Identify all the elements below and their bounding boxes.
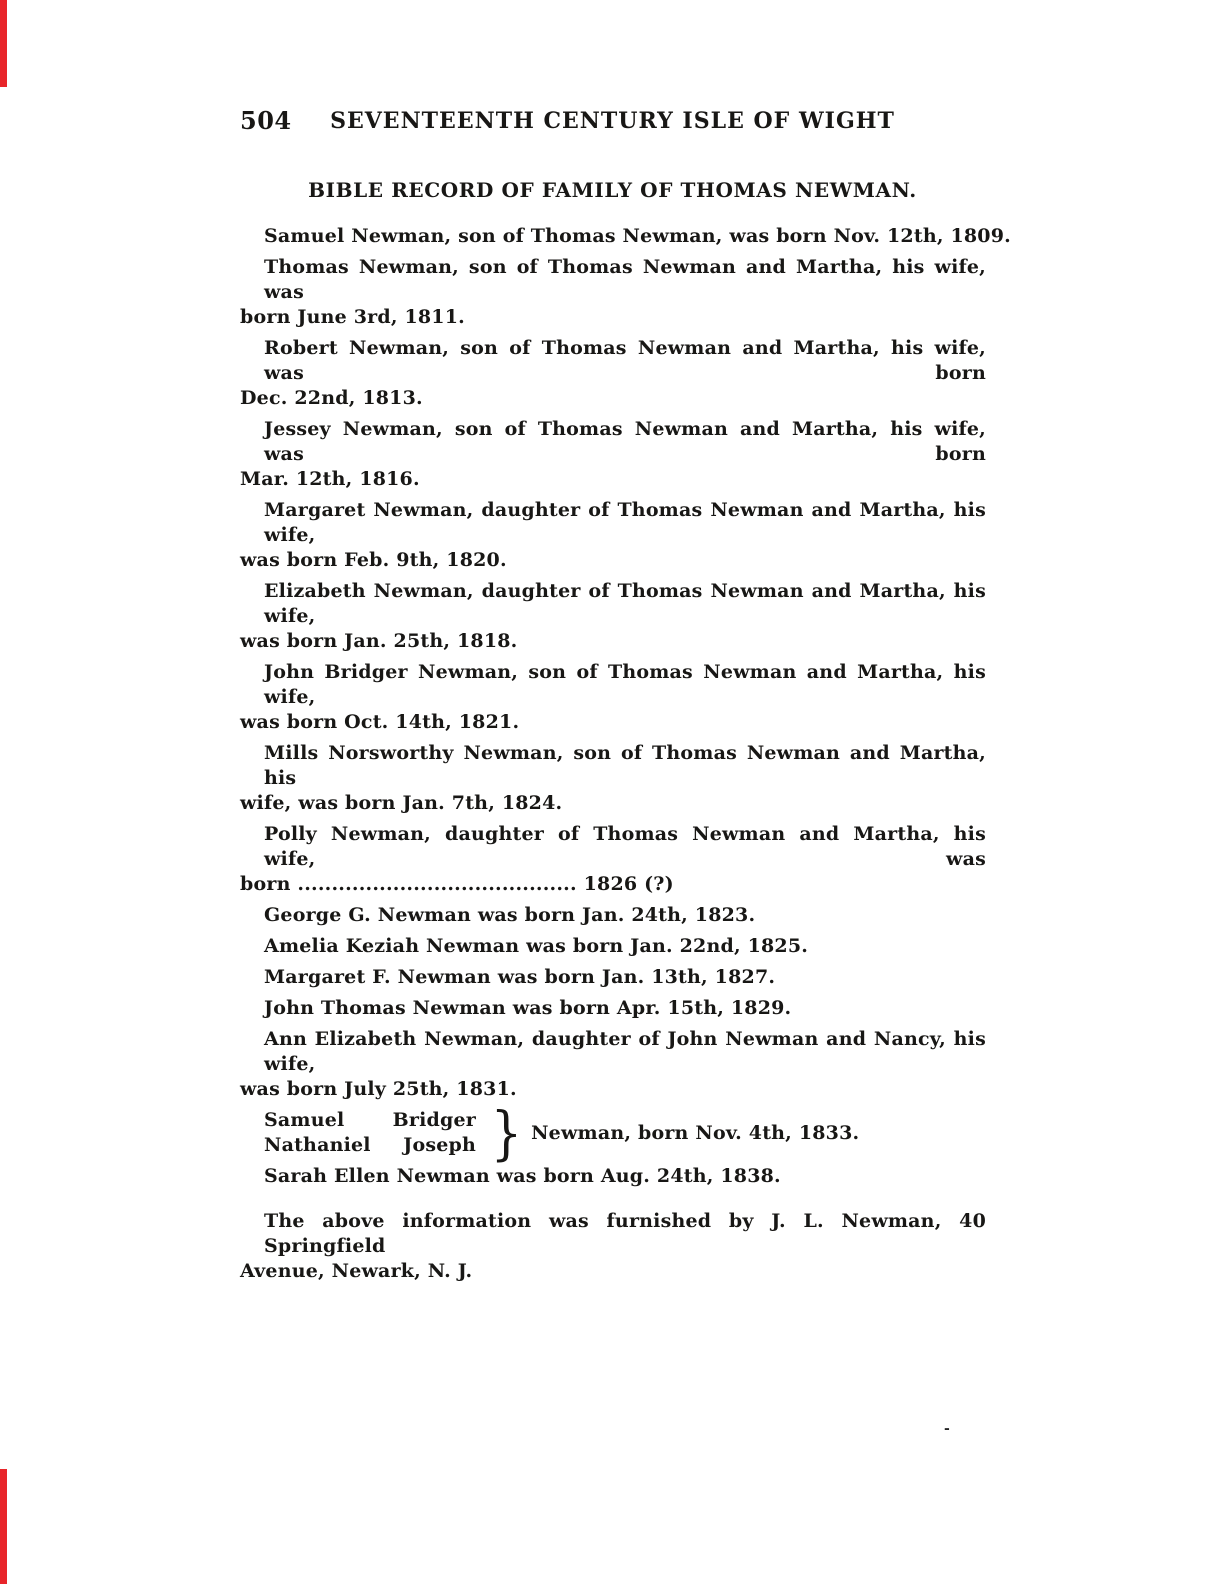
record-line: George G. Newman was born Jan. 24th, 1823. xyxy=(264,904,756,926)
record-line: John Thomas Newman was born Apr. 15th, 1829. xyxy=(264,997,792,1019)
record-line: Polly Newman, daughter of Thomas Newman and Martha, his wife, was xyxy=(264,823,986,870)
combined-entry-name-2: Nathaniel Joseph xyxy=(264,1134,476,1156)
closing-note xyxy=(240,1209,986,1284)
record-paragraphs xyxy=(240,224,1011,1102)
record-line: born ......................................... 1826 (?) xyxy=(240,873,674,895)
right-brace-glyph: } xyxy=(490,1099,523,1167)
record-paragraph xyxy=(240,498,986,573)
record-paragraph xyxy=(240,660,986,735)
record-line: was born Oct. 14th, 1821. xyxy=(240,711,520,733)
record-line: was born Jan. 25th, 1818. xyxy=(240,630,518,652)
record-line: Mar. 12th, 1816. xyxy=(240,468,420,490)
combined-entry-name-1: Samuel Bridger xyxy=(264,1109,476,1131)
record-line: The above information was furnished by J. L. Newman, 40 Springfield xyxy=(264,1210,986,1257)
page-number: 504 xyxy=(240,106,292,135)
record-paragraph xyxy=(240,934,986,959)
record-paragraph xyxy=(240,822,986,897)
record-line: Elizabeth Newman, daughter of Thomas Newman and Martha, his wife, xyxy=(264,580,986,627)
combined-birth-entry xyxy=(240,1099,986,1167)
record-paragraph-sarah xyxy=(240,1164,986,1189)
record-line: Thomas Newman, son of Thomas Newman and Martha, his wife, was xyxy=(264,256,986,303)
record-line: Margaret Newman, daughter of Thomas Newman and Martha, his wife, xyxy=(264,499,986,546)
record-paragraph xyxy=(240,1027,986,1102)
combined-entry-names xyxy=(264,1108,476,1158)
record-line: Mills Norsworthy Newman, son of Thomas Newman and Martha, his xyxy=(264,742,986,789)
record-paragraph xyxy=(240,903,986,928)
record-line: Dec. 22nd, 1813. xyxy=(240,387,423,409)
record-paragraph xyxy=(240,1164,986,1189)
record-paragraph xyxy=(240,224,1011,249)
section-title: BIBLE RECORD OF FAMILY OF THOMAS NEWMAN. xyxy=(308,178,917,202)
record-line: Margaret F. Newman was born Jan. 13th, 1827. xyxy=(264,966,776,988)
record-line: John Bridger Newman, son of Thomas Newman and Martha, his wife, xyxy=(264,661,986,708)
record-line: was born Feb. 9th, 1820. xyxy=(240,549,507,571)
record-body xyxy=(240,224,1011,1290)
record-line: Sarah Ellen Newman was born Aug. 24th, 1838. xyxy=(264,1165,781,1187)
record-paragraph xyxy=(240,1209,986,1284)
record-paragraph xyxy=(240,417,986,492)
record-line: was born July 25th, 1831. xyxy=(240,1078,517,1100)
record-paragraph xyxy=(240,336,986,411)
record-paragraph xyxy=(240,579,986,654)
record-line: Jessey Newman, son of Thomas Newman and Martha, his wife, was born xyxy=(264,418,986,465)
record-paragraph xyxy=(240,741,986,816)
scan-edge-mark-bottom xyxy=(0,1469,7,1584)
record-paragraph xyxy=(240,255,986,330)
running-header: SEVENTEENTH CENTURY ISLE OF WIGHT xyxy=(330,108,895,134)
combined-entry-text: Newman, born Nov. 4th, 1833. xyxy=(531,1121,860,1144)
record-line: Samuel Newman, son of Thomas Newman, was born Nov. 12th, 1809. xyxy=(264,225,1011,247)
record-line: Avenue, Newark, N. J. xyxy=(240,1260,473,1282)
scan-edge-mark-top xyxy=(0,0,7,87)
record-line: Amelia Keziah Newman was born Jan. 22nd, 1825. xyxy=(264,935,809,957)
record-line: wife, was born Jan. 7th, 1824. xyxy=(240,792,563,814)
record-line: Robert Newman, son of Thomas Newman and Martha, his wife, was born xyxy=(264,337,986,384)
record-line: Ann Elizabeth Newman, daughter of John Newman and Nancy, his wife, xyxy=(264,1028,986,1075)
stray-ink-mark: - xyxy=(944,1421,950,1437)
record-line: born June 3rd, 1811. xyxy=(240,306,465,328)
record-paragraph xyxy=(240,965,986,990)
record-paragraph xyxy=(240,996,986,1021)
